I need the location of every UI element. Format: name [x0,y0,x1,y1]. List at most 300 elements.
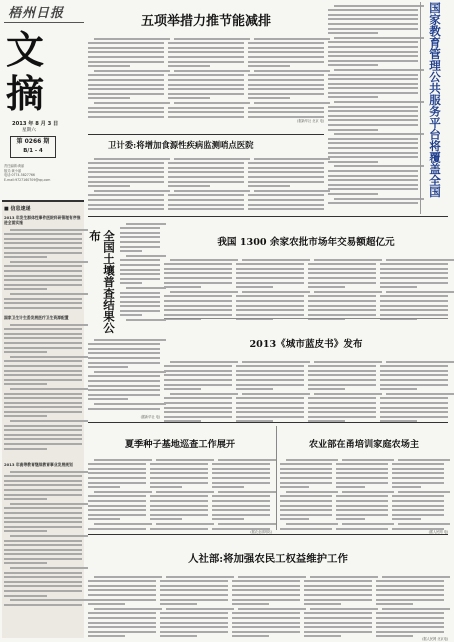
text-line [88,84,164,86]
text-line [94,190,170,192]
byline: (据人民网 北京电) [422,637,448,641]
text-line [4,604,82,606]
migrant-headline: 人社部:将加强农民工权益维护工作 [188,553,348,565]
text-line [88,51,164,53]
text-line [126,255,166,257]
text-line [94,371,166,373]
text-line [168,74,244,76]
text-line [398,523,450,525]
text-line [88,622,156,624]
text-line [236,397,304,399]
text-line [160,580,228,582]
text-line [254,158,330,160]
text-line [328,119,418,121]
text-line [150,477,208,479]
text-line [236,416,304,418]
text-line [248,116,324,118]
text-line [150,528,208,530]
text-line [382,608,450,610]
issue-weekday: 星期六 [22,128,36,133]
text-line [386,393,454,395]
text-line [94,38,170,40]
seeds-headline: 夏季种子基地巡查工作展开 [124,439,236,450]
text-line [88,477,146,479]
text-line [168,42,244,44]
market-body [380,256,448,322]
text-line [328,170,418,172]
text-line [314,291,382,293]
text-line [238,576,306,578]
text-line [212,472,270,474]
text-line [336,500,388,502]
text-line [280,500,332,502]
text-line [88,181,164,183]
text-line [4,342,82,344]
text-line [212,505,270,507]
text-line [164,309,232,311]
text-line [232,594,300,596]
text-line [88,194,164,196]
training-body [280,456,332,530]
text-line [88,528,146,530]
text-line [168,116,244,118]
text-line [88,408,160,410]
text-line [168,111,244,113]
text-line [10,293,88,295]
text-line [248,162,324,164]
text-line [342,491,394,493]
text-line [4,429,82,431]
text-line [156,491,214,493]
text-line [308,374,376,376]
text-line [126,223,166,225]
text-line [380,295,448,297]
text-line [236,295,304,297]
issue-number-box [10,136,56,158]
text-line [336,482,388,484]
text-line [88,79,164,81]
text-line [328,64,378,66]
text-line [4,402,82,404]
text-line [248,185,290,187]
text-line [4,443,82,445]
text-line [164,295,232,297]
soil-survey-body [88,339,160,415]
text-line [4,406,82,408]
text-line [380,286,417,288]
text-line [4,521,82,523]
text-line [164,411,232,413]
text-line [164,384,232,386]
text-line [164,300,232,302]
text-line [304,612,372,614]
text-line [88,204,164,206]
text-line [376,631,444,633]
bluebook-body [380,358,448,424]
text-line [4,576,82,578]
text-line [304,589,372,591]
text-line [88,343,160,345]
text-line [280,505,332,507]
text-line [168,181,244,183]
text-line [232,612,300,614]
text-line [328,188,418,190]
text-line [94,339,166,341]
text-line [334,37,424,39]
text-line [212,463,270,465]
text-line [4,475,82,477]
text-line [236,272,304,274]
text-line [164,365,232,367]
news-brief-column [2,200,84,638]
text-line [328,184,418,186]
text-line [164,268,232,270]
soil-survey-body [120,220,160,330]
text-line [4,484,82,486]
text-line [120,250,142,252]
text-line [336,505,388,507]
text-line [168,47,244,49]
text-line [94,403,166,405]
text-line [168,185,210,187]
text-line [174,70,250,72]
text-line [308,388,345,390]
text-line [4,558,82,560]
brief-title: 2013 年发生群体性事件医院科研管理有序推进全面实施 [4,215,81,225]
text-line [248,167,324,169]
column-header: ■ 信息速递 [4,206,31,212]
migrant-body [376,573,444,637]
text-line [88,603,125,605]
text-line [218,523,276,525]
text-line [88,199,164,201]
editor-line: 电话:0774-5827766 [4,173,35,178]
text-line [126,287,166,289]
text-line [10,261,88,263]
text-line [120,278,160,280]
text-line [120,269,160,271]
text-line [212,495,270,497]
text-line [170,393,238,395]
text-line [308,272,376,274]
text-line [328,51,418,53]
text-line [236,300,304,302]
text-line [4,242,82,244]
text-line [336,463,388,465]
text-line [328,124,418,126]
text-line [280,518,309,520]
text-line [236,379,304,381]
text-line [120,264,160,266]
cdc-headline: 卫计委:将增加食源性疾病监测哨点医院 [108,140,254,150]
text-line [304,635,341,637]
text-line [376,603,413,605]
text-line [286,491,338,493]
text-line [126,319,166,321]
text-line [236,407,304,409]
text-line [212,518,244,520]
text-line [88,589,156,591]
text-line [334,101,424,103]
paper-name: 梧州日报 [8,6,65,21]
text-line [166,576,234,578]
text-line [4,328,82,330]
text-line [10,535,88,537]
text-line [168,208,244,210]
text-line [150,482,208,484]
text-line [88,585,156,587]
text-line [392,505,444,507]
seeds-body [88,456,146,530]
text-line [236,305,304,307]
text-line [164,370,232,372]
text-line [160,612,228,614]
lead-body [248,35,324,119]
text-line [4,288,47,290]
text-line [334,69,424,71]
bluebook-body [236,358,304,424]
text-line [236,286,273,288]
text-line [120,301,160,303]
text-line [4,252,82,254]
text-line [4,370,82,372]
text-line [164,305,232,307]
text-line [328,96,378,98]
text-line [392,477,444,479]
text-line [308,305,376,307]
text-line [88,468,146,470]
text-line [376,617,444,619]
text-line [328,92,418,94]
text-line [328,142,418,144]
text-line [376,594,444,596]
text-line [4,307,82,309]
training-headline: 农业部在甬培训家庭农场主 [308,439,420,450]
text-line [88,385,160,387]
training-article [280,424,448,532]
text-line [304,585,372,587]
text-line [4,562,47,564]
text-line [236,263,304,265]
market-headline: 我国 1300 余家农批市场年交易额超亿元 [217,237,395,248]
text-line [88,375,160,377]
text-line [248,111,324,113]
lead-headline: 五项举措力推节能减排 [140,14,271,29]
text-line [232,631,300,633]
text-line [4,397,82,399]
text-line [308,370,376,372]
bluebook-headline: 2013《城市蓝皮书》发布 [249,339,363,350]
text-line [376,635,413,637]
text-line [88,380,160,382]
text-line [308,397,376,399]
brief-title: 国家卫生计生委发展医疗卫生资源配置 [4,315,69,320]
text-line [88,626,156,628]
text-line [232,603,269,605]
text-line [166,608,234,610]
text-line [310,576,378,578]
text-line [88,176,164,178]
text-line [248,42,324,44]
text-line [334,133,424,135]
text-line [304,626,372,628]
text-line [120,305,160,307]
text-line [380,282,448,284]
text-line [304,617,372,619]
text-line [328,193,378,195]
text-line [248,107,324,109]
text-line [88,631,156,633]
text-line [174,190,250,192]
text-line [88,612,156,614]
text-line [304,580,372,582]
text-line [120,273,160,275]
text-line [280,514,332,516]
text-line [88,116,164,118]
text-line [380,397,448,399]
text-line [314,361,382,363]
text-line [314,393,382,395]
text-line [160,617,228,619]
text-line [88,111,164,113]
text-line [4,585,82,587]
text-line [392,468,444,470]
text-line [380,388,417,390]
text-line [386,291,454,293]
text-line [212,500,270,502]
text-line [328,32,378,34]
text-line [88,463,146,465]
text-line [168,162,244,164]
text-line [232,580,300,582]
text-line [248,176,324,178]
text-line [88,482,146,484]
text-line [150,495,208,497]
text-line [248,208,324,210]
text-line [328,179,418,181]
text-line [88,47,164,49]
text-line [310,608,378,610]
text-line [328,115,418,117]
text-line [170,291,238,293]
text-line [4,507,82,509]
text-line [168,107,244,109]
text-line [336,486,365,488]
text-line [380,268,448,270]
text-line [328,202,418,204]
text-line [392,463,444,465]
migrant-body [232,573,300,637]
lead-article [88,2,324,132]
text-line [164,397,232,399]
text-line [160,635,197,637]
text-line [212,509,270,511]
text-line [88,348,160,350]
text-line [328,110,418,112]
text-line [168,97,210,99]
text-line [88,93,164,95]
text-line [4,526,82,528]
text-line [4,415,47,417]
text-line [10,388,88,390]
text-line [4,572,82,574]
right-top-column [328,2,418,214]
text-line [380,370,448,372]
text-line [236,309,304,311]
text-line [160,622,228,624]
text-line [328,83,418,85]
text-line [334,198,424,200]
text-line [88,97,130,99]
text-line [10,420,88,422]
text-line [168,167,244,169]
text-line [88,398,128,400]
byline: (据农业部网站) [250,530,272,534]
text-line [120,296,160,298]
text-line [4,434,82,436]
masthead [4,2,84,160]
text-line [4,233,82,235]
text-line [248,88,324,90]
text-line [88,56,164,58]
text-line [236,282,304,284]
training-body [336,456,388,530]
text-line [280,495,332,497]
text-line [232,622,300,624]
text-line [4,411,82,413]
text-line [88,167,164,169]
text-line [10,356,88,358]
text-line [380,309,448,311]
text-line [170,259,238,261]
brief-body [2,467,84,617]
text-line [212,477,270,479]
text-line [376,589,444,591]
text-line [168,56,244,58]
text-line [328,138,418,140]
text-line [4,347,82,349]
text-line [248,51,324,53]
text-line [212,468,270,470]
text-line [308,411,376,413]
text-line [286,523,338,525]
text-line [328,161,378,163]
text-line [380,379,448,381]
text-line [380,314,448,316]
text-line [88,635,125,637]
text-line [248,97,290,99]
soil-survey-headline: 全国土壤普查结果公布 [88,230,116,334]
text-line [308,282,376,284]
text-line [160,594,228,596]
text-line [94,608,162,610]
text-line [4,498,47,500]
text-line [280,468,332,470]
text-line [328,78,418,80]
text-line [168,79,244,81]
text-line [232,599,300,601]
text-line [150,486,182,488]
text-line [380,365,448,367]
migrant-body [304,573,372,637]
text-line [4,494,82,496]
text-line [88,500,146,502]
text-line [336,518,365,520]
text-line [328,106,418,108]
seeds-article [88,424,272,532]
text-line [160,589,228,591]
text-line [308,277,376,279]
